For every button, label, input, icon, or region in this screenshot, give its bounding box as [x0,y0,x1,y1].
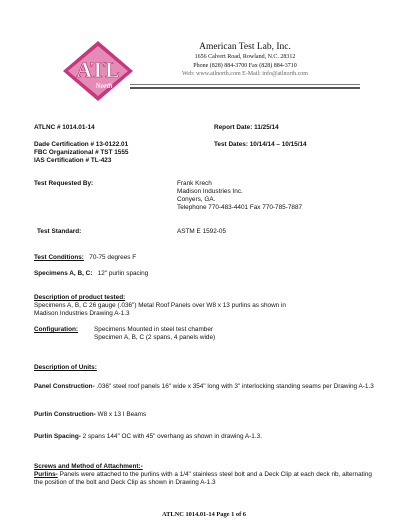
attachment-purlins [34,471,379,486]
report-date: Report Date: 11/25/14 [214,124,279,131]
panel-construction-label: Panel Construction- [34,383,95,390]
description-product-line1: Specimens A, B, C 26 gauge (.036") Metal Roof Panels over W8 x 13 purlins as shown in [34,302,286,309]
atl-north-logo [62,40,134,102]
test-standard-value: ASTM E 1592-05 [177,228,227,235]
company-phone-fax: Phone (828) 884-3700 Fax (828) 884-3710 [193,62,297,69]
configuration-line2: Specimen A, B, C (2 spans, 4 panels wide) [94,334,216,341]
company-web-email: Web: www.atlnorth.com E-Mail: info@atlnorth.com [182,71,308,77]
specimens-label: Specimens A, B, C: [34,270,93,277]
ias-certification: IAS Certification # TL-423 [34,157,112,164]
test-standard-label: Test Standard: [37,228,82,235]
attachment-purlins-label: Purlins- [34,471,58,478]
contact-company: Madison Industries Inc. [177,188,243,195]
configuration-label: Configuration: [34,326,79,333]
description-product-line2: Madison Industries Drawing A-1.3 [34,310,130,317]
purlin-construction [34,411,379,419]
test-conditions [34,254,136,262]
purlin-construction-text: W8 x 13 I Beams [95,411,147,418]
requested-by-label: Test Requested By: [34,180,94,187]
test-conditions-value: 70-75 degrees F [89,254,137,261]
configuration-line1: Specimens Mounted in steel test chamber [94,326,213,333]
purlin-spacing [34,433,379,441]
dade-certification: Dade Certification # 13-0122.01 [34,141,129,148]
fbc-organizational: FBC Organizational # TST 1555 [34,149,129,156]
test-conditions-label: Test Conditions: [34,254,84,261]
atl-logo-icon [62,40,134,102]
description-product-heading: Description of product tested: [34,294,126,301]
specimens-line [34,270,148,278]
letterhead-rule-thick [130,87,360,89]
company-address: 1656 Calvert Road, Rowland, N.C. 28312 [194,54,296,60]
company-name: American Test Lab, Inc. [199,42,291,52]
company-block [136,42,354,79]
specimens-value: 12" purlin spacing [97,270,149,277]
purlin-spacing-text: 2 spans 144" OC with 45" overhang as shown in drawing A-1.3. [80,433,262,440]
panel-construction [34,383,379,391]
logo-subtext: North [95,82,113,90]
purlin-spacing-label: Purlin Spacing- [34,433,81,440]
contact-name: Frank Krech [177,180,212,187]
logo-text: ATL [76,57,120,82]
purlin-construction-label: Purlin Construction- [34,411,96,418]
contact-telephone: Telephone 770-483-4401 Fax 770-785-7887 [177,204,303,211]
attachment-purlins-text: Panels were attached to the purlins with a 1/4" stainless steel bolt and a Deck Clip at each deck rib, alternating the position of the bolt and Deck Clip as shown in Drawing A-1.3 [34,471,372,486]
description-units-heading: Description of Units: [34,364,97,371]
panel-construction-text: .036" steel roof panels 16" wide x 354" long with 3" interlocking standing seams per Drawing A-1.3 [94,383,374,390]
test-dates: Test Dates: 10/14/14 – 10/15/14 [214,141,307,148]
attachment-heading: Screws and Method of Attachment:- [34,463,143,470]
page-footer: ATLNC 1014.01-14 Page 1 of 6 [161,511,247,518]
atlnc-number: ATLNC # 1014.01-14 [34,124,95,131]
contact-city: Conyers, GA. [177,196,216,203]
letterhead-rule-thin [130,84,360,85]
